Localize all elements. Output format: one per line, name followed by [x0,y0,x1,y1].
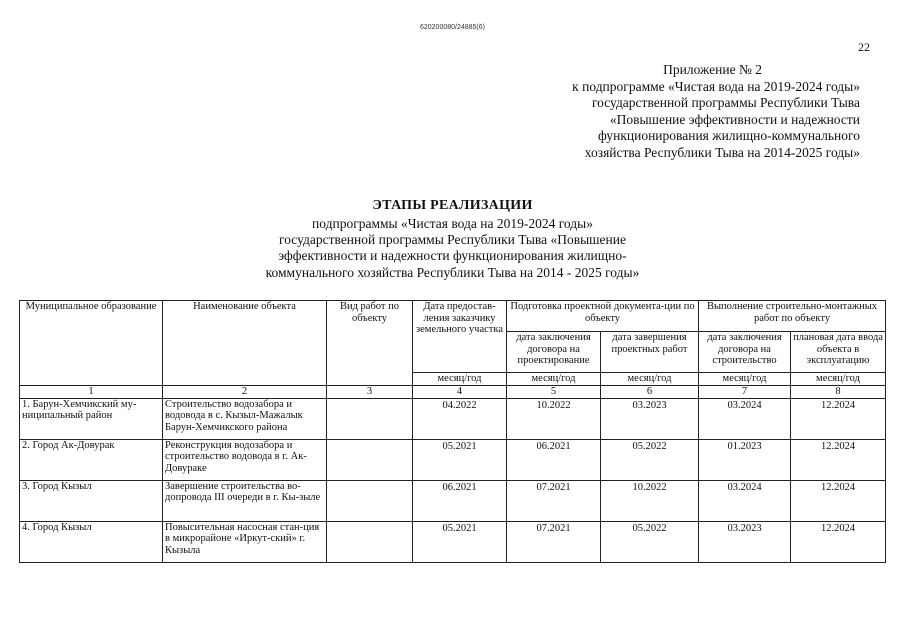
cell-object: Реконструкция водозабора и строительство водовода в г. Ак-Довураке [163,439,327,480]
column-number: 2 [163,385,327,398]
column-number: 5 [507,385,601,398]
cell-object: Строительство водозабора и водовода в с. Кызыл-Мажалык Барун-Хемчикского района [163,398,327,439]
page-number: 22 [858,40,870,54]
cell-design-contract: 07.2021 [507,521,601,562]
cell-object: Завершение строительства во-допровода III очереди в г. Кы-зыле [163,480,327,521]
subtitle-line: эффективности и надежности функционирования жилищно- [278,248,627,264]
appendix-line: хозяйства Республики Тыва на 2014-2025 годы» [584,144,860,160]
cell-design-contract: 10.2022 [507,398,601,439]
header-build-contract: дата заключения договора на строительство [699,332,791,373]
appendix-line: Приложение № 2 [663,62,762,77]
cell-build-contract: 03.2024 [699,480,791,521]
header-design-end: дата завершения проектных работ [601,332,699,373]
stages-table [19,300,886,563]
header-object-name: Наименование объекта [163,301,327,332]
document-subtitle [200,216,705,281]
header-construction-group: Выполнение строительно-монтажных работ по объекту [699,301,886,332]
table-row [20,398,886,439]
cell-land-date: 05.2021 [413,521,507,562]
header-unit: месяц/год [413,373,507,386]
cell-municipality: 3. Город Кызыл [20,480,163,521]
cell-land-date: 06.2021 [413,480,507,521]
cell-build-contract: 03.2023 [699,521,791,562]
cell-commissioning: 12.2024 [791,439,886,480]
column-number: 7 [699,385,791,398]
cell-land-date: 04.2022 [413,398,507,439]
cell-design-end: 05.2022 [601,521,699,562]
cell-work [327,398,413,439]
cell-object: Повысительная насосная стан-ция в микрорайоне «Иркут-ский» г. Кызыла [163,521,327,562]
appendix-header [520,62,860,162]
column-number: 1 [20,385,163,398]
column-number: 3 [327,385,413,398]
header-land-date: Дата предостав-ления заказчику земельного участка [413,301,507,373]
header-unit: месяц/год [699,373,791,386]
table-row [20,521,886,562]
header-spacer [327,373,413,386]
cell-land-date: 05.2021 [413,439,507,480]
cell-build-contract: 01.2023 [699,439,791,480]
cell-municipality: 2. Город Ак-Довурак [20,439,163,480]
header-municipality: Муниципальное образование [20,301,163,332]
header-spacer [163,332,327,373]
cell-design-contract: 06.2021 [507,439,601,480]
cell-municipality: 1. Барун-Хемчикский му-ниципальный район [20,398,163,439]
cell-municipality: 4. Город Кызыл [20,521,163,562]
appendix-line: государственной программы Республики Тыва [591,95,860,111]
cell-design-end: 10.2022 [601,480,699,521]
cell-build-contract: 03.2024 [699,398,791,439]
cell-work [327,480,413,521]
subtitle-line: коммунального хозяйства Республики Тыва на 2014 - 2025 годы» [265,264,640,280]
column-number: 6 [601,385,699,398]
column-number: 4 [413,385,507,398]
subtitle-line: подпрограммы «Чистая вода на 2019-2024 годы» [312,216,593,231]
document-id: 620200080/24885(6) [419,24,485,31]
header-unit: месяц/год [507,373,601,386]
header-unit: месяц/год [601,373,699,386]
cell-design-end: 03.2023 [601,398,699,439]
cell-design-contract: 07.2021 [507,480,601,521]
header-spacer [20,373,163,386]
header-work-type: Вид работ по объекту [327,301,413,332]
appendix-line: к подпрограмме «Чистая вода на 2019-2024 годы» [572,78,860,94]
header-spacer [20,332,163,373]
header-unit: месяц/год [791,373,886,386]
header-design-group: Подготовка проектной документа-ции по объекту [507,301,699,332]
cell-commissioning: 12.2024 [791,398,886,439]
subtitle-line: государственной программы Республики Тыва «Повышение [279,232,626,248]
column-number: 8 [791,385,886,398]
appendix-line: функционирования жилищно-коммунального [597,128,860,144]
cell-work [327,521,413,562]
cell-commissioning: 12.2024 [791,521,886,562]
header-planned-commissioning: плановая дата ввода объекта в эксплуатацию [791,332,886,373]
cell-commissioning: 12.2024 [791,480,886,521]
cell-design-end: 05.2022 [601,439,699,480]
header-design-contract: дата заключения договора на проектирование [507,332,601,373]
table-row [20,480,886,521]
header-spacer [327,332,413,373]
table-row [20,439,886,480]
header-spacer [163,373,327,386]
document-title: ЭТАПЫ РЕАЛИЗАЦИИ [372,198,533,213]
cell-work [327,439,413,480]
appendix-line: «Повышение эффективности и надежности [609,111,860,127]
